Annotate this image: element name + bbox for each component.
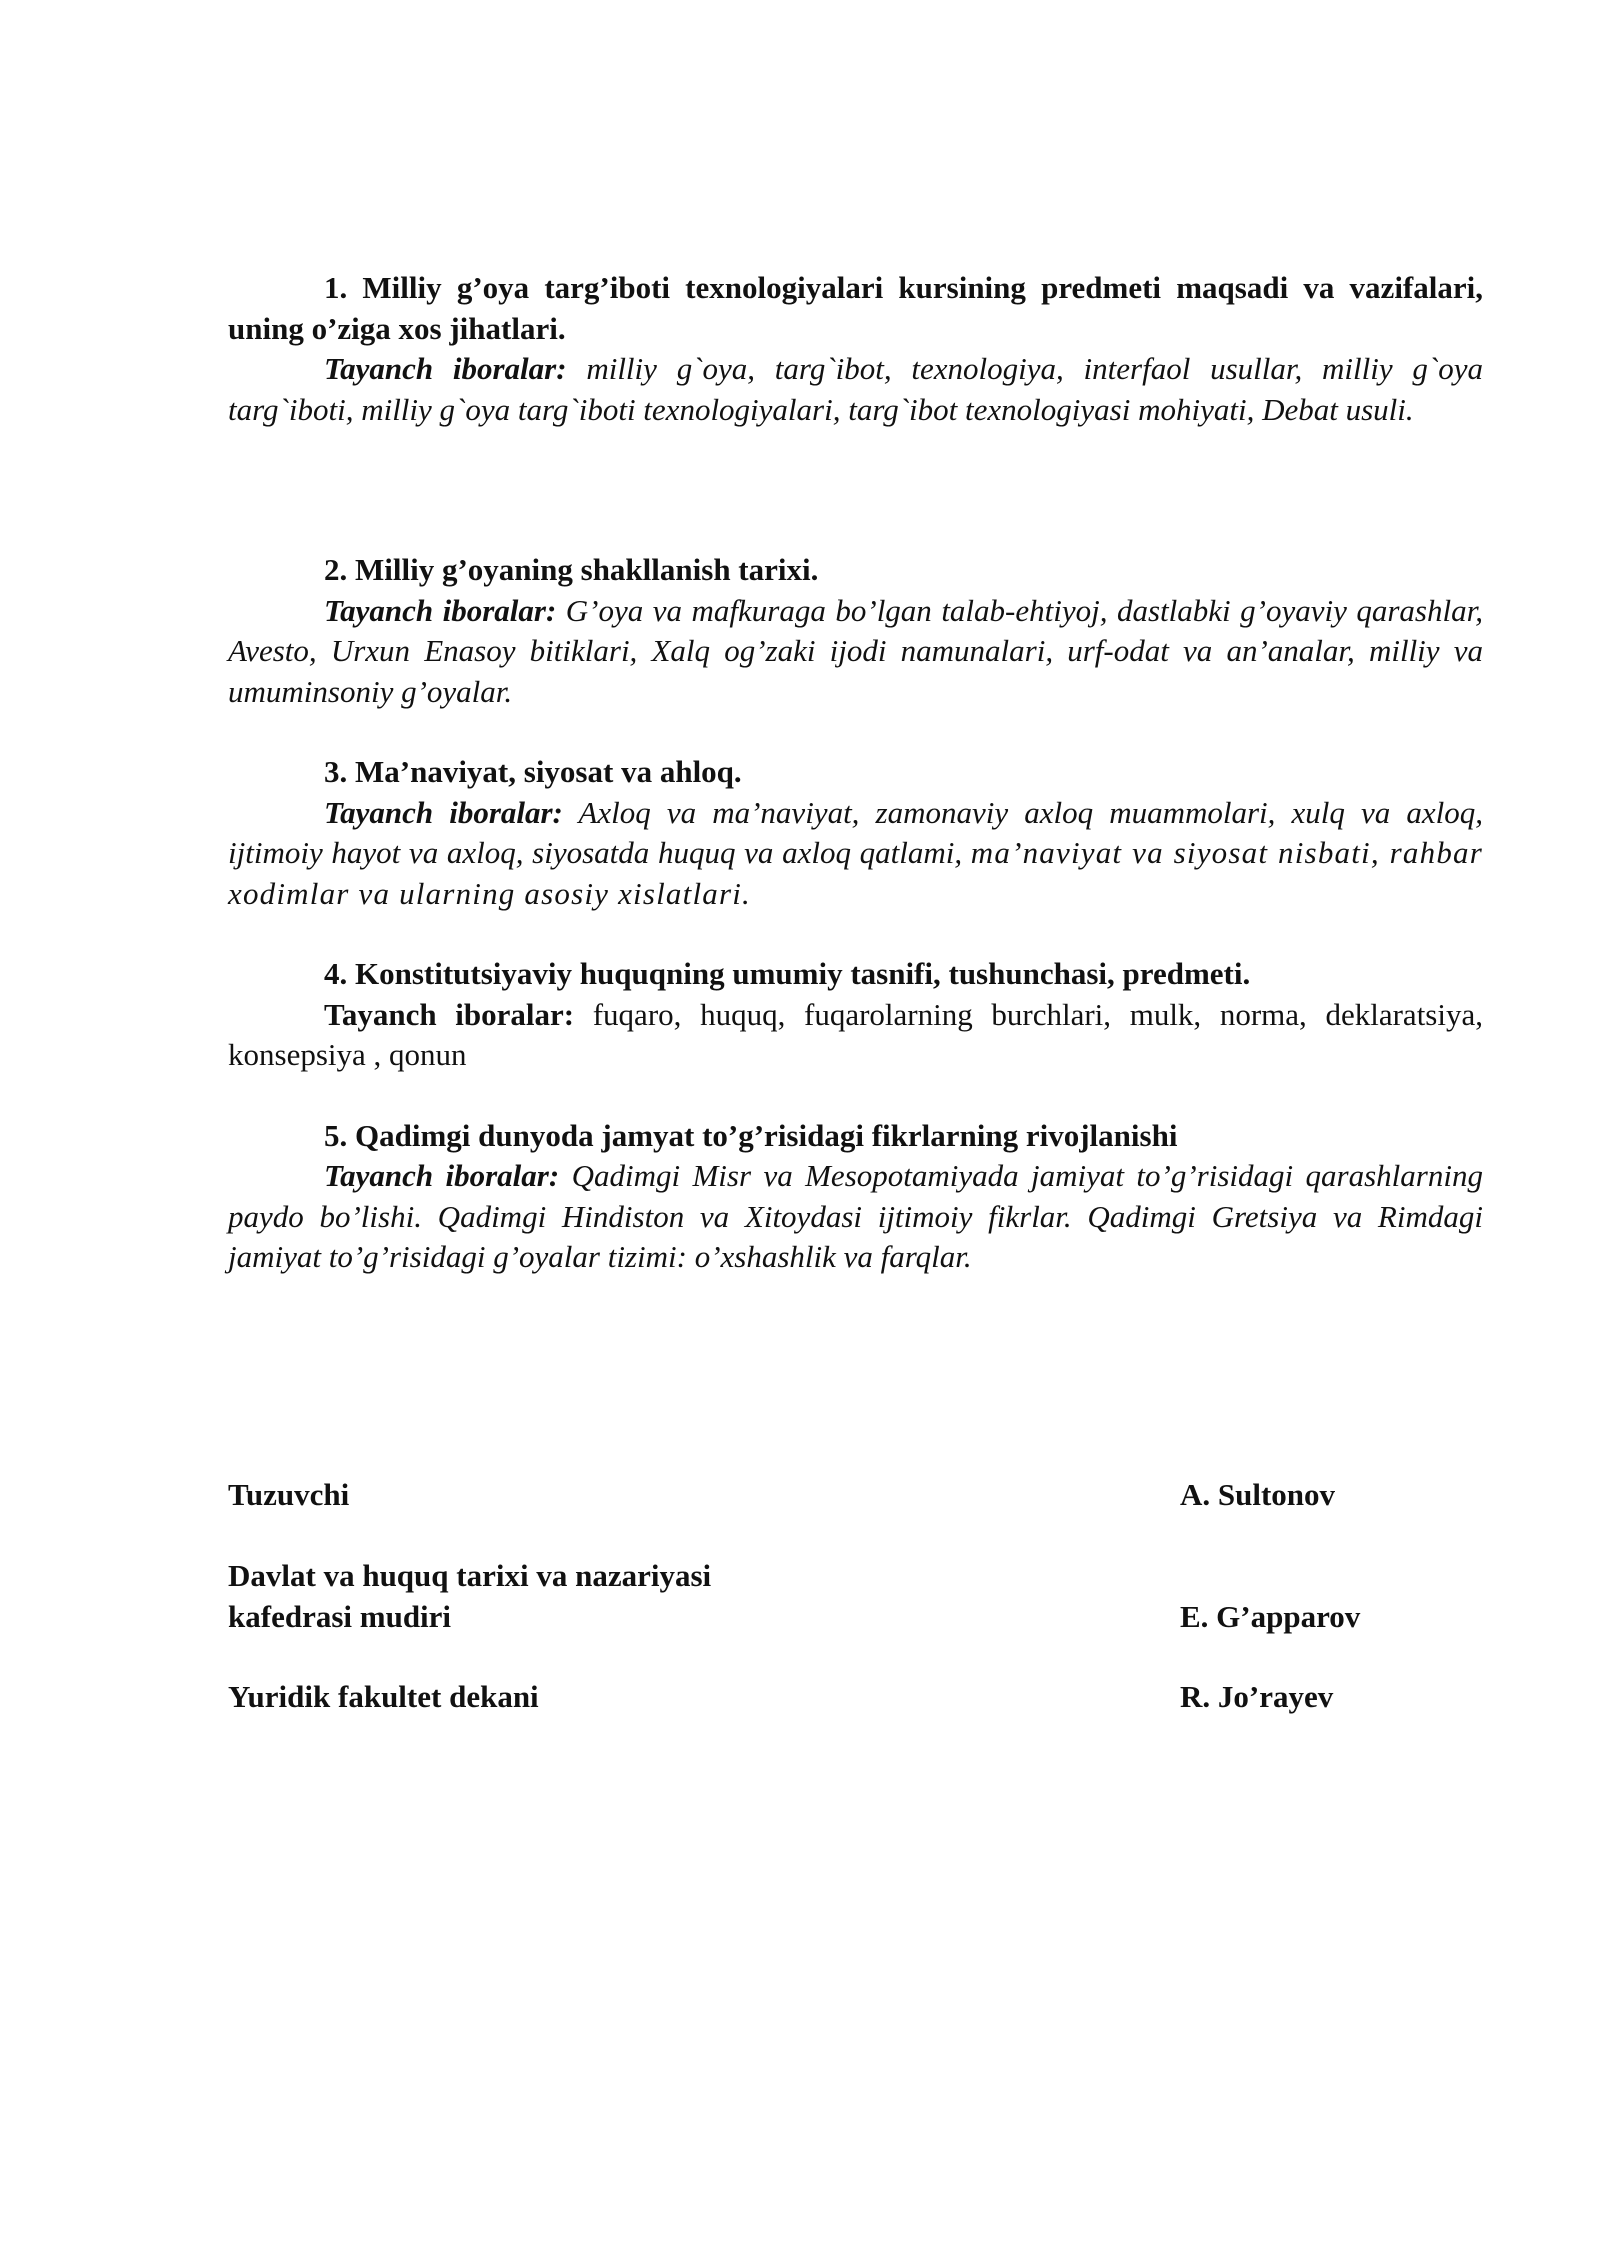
topic-keywords — [228, 591, 1483, 713]
signature-dean — [228, 1677, 1483, 1718]
keywords-text: G’oya va mafkuraga bo’lgan talab-ehtiyoj, dastlabki g’oyaviy qarashlar, Avesto, Urxun Enasoy bitiklari, Xalq og’zaki ijodi namunalari, urf-odat va an’analar, milliy va umuminsoniy g’oyalar. — [228, 592, 1483, 709]
signature-role: Tuzuvchi — [228, 1477, 350, 1512]
topic-keywords — [228, 349, 1483, 430]
topic-2 — [228, 550, 1483, 712]
topic-heading: 1. Milliy g’oya targ’iboti texnologiyalari kursining predmeti maqsadi va vazifalari, uning o’ziga xos jihatlari. — [228, 270, 1483, 346]
keywords-label: Tayanch iboralar: — [324, 592, 557, 628]
topic-keywords — [228, 793, 1483, 915]
keywords-label: Tayanch iboralar: — [324, 996, 575, 1032]
topic-3 — [228, 752, 1483, 914]
keywords-text: Qadimgi Misr va Mesopotamiyada jamiyat to’g’risidagi qarashlarning paydo bo’lishi. Qadimgi Hindiston va Xitoydasi ijtimoiy fikrlar. Qadimgi Gretsiya va Rimdagi jamiyat to’g’risidagi g’oyalar tizimi: o’xshashlik va farqlar. — [228, 1158, 1483, 1274]
signature-role-line: Davlat va huquq tarixi va nazariyasi — [228, 1558, 712, 1593]
topic-heading: 2. Milliy g’oyaning shakllanish tarixi. — [324, 552, 819, 587]
keywords-text: fuqaro, huquq, fuqarolarning burchlari, mulk, norma, deklaratsiya, konsepsiya , qonun — [228, 996, 1483, 1072]
keywords-text: milliy g`oya, targ`ibot, texnologiya, interfaol usullar, milliy g`oya targ`iboti, milliy g`oya targ`iboti texnologiyalari, targ`ibot texnologiyasi mohiyati, Debat usuli. — [228, 351, 1483, 427]
signature-role-line: kafedrasi mudiri — [228, 1598, 452, 1634]
keywords-label: Tayanch iboralar: — [324, 351, 567, 386]
signature-department-head — [228, 1556, 1483, 1677]
keywords-text-spaced: ma’naviyat va siyosat nisbati, rahbar xodimlar va ularning asosiy xislatlari. — [228, 835, 1483, 911]
topic-1 — [228, 268, 1483, 430]
signature-block — [228, 1475, 1483, 1718]
signature-name: R. Jo’rayev — [1180, 1679, 1334, 1714]
topic-heading: 4. Konstitutsiyaviy huquqning umumiy tasnifi, tushunchasi, predmeti. — [324, 956, 1251, 991]
signature-name: A. Sultonov — [1180, 1477, 1336, 1512]
topic-4 — [228, 954, 1483, 1076]
keywords-text: Axloq va ma’naviyat, zamonaviy axloq muammolari, xulq va axloq, ijtimoiy hayot va axloq, siyosatda huquq va axloq qatlami, — [228, 794, 1483, 870]
signature-compiler — [228, 1475, 1483, 1556]
topic-heading: 5. Qadimgi dunyoda jamyat to’g’risidagi fikrlarning rivojlanishi — [324, 1117, 1178, 1153]
topic-keywords — [228, 995, 1483, 1076]
signature-role — [228, 1556, 928, 1637]
document-body — [228, 268, 1483, 1278]
signature-role: Yuridik fakultet dekani — [228, 1679, 539, 1714]
topic-keywords — [228, 1156, 1483, 1278]
signature-name: E. G’apparov — [1180, 1598, 1361, 1634]
topic-5 — [228, 1116, 1483, 1278]
keywords-label: Tayanch iboralar: — [324, 1158, 560, 1193]
keywords-label: Tayanch iboralar: — [324, 794, 563, 830]
topic-heading: 3. Ma’naviyat, siyosat va ahloq. — [324, 754, 742, 789]
